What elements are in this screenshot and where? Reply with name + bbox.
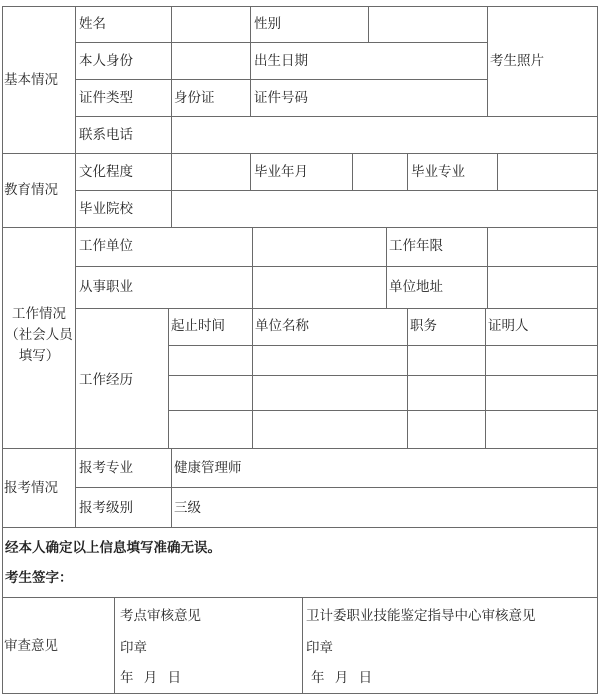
gender-field[interactable] [369,7,486,42]
work-years-label: 工作年限 [389,238,443,254]
history-col-position: 职务 [410,318,437,334]
applied-major-label: 报考专业 [79,460,133,476]
col-divider [171,448,172,527]
col-divider [407,153,408,190]
history-col-period: 起止时间 [171,318,225,334]
name-field[interactable] [172,7,249,42]
graduation-major-label: 毕业专业 [411,164,465,180]
work-years-field[interactable] [488,228,597,266]
id-type-label: 证件类型 [79,90,133,106]
history-rows[interactable] [169,346,597,448]
identity-label: 本人身份 [79,53,133,69]
id-type-value: 身份证 [174,90,215,106]
center-seal-label: 印章 [306,640,333,656]
site-seal-label: 印章 [120,640,147,656]
section-education: 教育情况 [4,182,58,198]
name-label: 姓名 [79,16,106,32]
gender-label: 性别 [254,16,281,32]
graduation-major-field[interactable] [498,154,597,190]
occupation-label: 从事职业 [79,279,133,295]
row-divider [75,308,598,309]
table-border-bottom [2,693,598,694]
table-border-right [597,6,598,694]
education-level-label: 文化程度 [79,164,133,180]
col-divider [250,6,251,116]
col-divider [302,597,303,693]
declaration-text: 经本人确定以上信息填写准确无误。 [5,540,221,556]
photo-label: 考生照片 [490,53,544,69]
section-work: 工作情况（社会人员填写） [5,306,73,364]
col-divider [75,6,76,527]
center-date-label: 年 月 日 [311,670,373,686]
row-divider [2,597,598,598]
school-field[interactable] [172,191,597,227]
col-divider [386,227,387,308]
graduation-date-field[interactable] [353,154,406,190]
graduation-date-label: 毕业年月 [254,164,308,180]
occupation-field[interactable] [253,267,385,308]
id-number-field[interactable] [369,80,486,116]
history-col-reference: 证明人 [488,318,529,334]
applied-level-value: 三级 [174,500,201,516]
row-divider [2,448,598,449]
photo-area[interactable] [488,7,597,116]
applied-level-label: 报考级别 [79,500,133,516]
site-review-label: 考点审核意见 [120,608,201,624]
school-label: 毕业院校 [79,201,133,217]
birth-date-field[interactable] [369,43,486,79]
id-number-label: 证件号码 [254,90,308,106]
row-divider [75,487,598,488]
birth-date-label: 出生日期 [254,53,308,69]
site-date-label: 年 月 日 [120,670,182,686]
employer-address-label: 单位地址 [389,279,443,295]
education-level-field[interactable] [172,154,249,190]
section-application: 报考情况 [4,480,58,496]
center-review-label: 卫计委职业技能鉴定指导中心审核意见 [306,608,536,624]
employer-address-field[interactable] [488,267,597,308]
phone-field[interactable] [172,117,597,153]
row-divider [2,527,598,528]
col-divider [114,597,115,693]
identity-field[interactable] [172,43,249,79]
col-divider [250,153,251,190]
employer-field[interactable] [253,228,385,266]
section-basic-info: 基本情况 [4,72,58,88]
employer-label: 工作单位 [79,238,133,254]
phone-label: 联系电话 [79,127,133,143]
applied-major-value: 健康管理师 [174,460,242,476]
signature-label: 考生签字： [5,570,73,586]
history-col-employer: 单位名称 [255,318,309,334]
section-review: 审查意见 [4,638,58,654]
work-history-label: 工作经历 [79,372,133,388]
